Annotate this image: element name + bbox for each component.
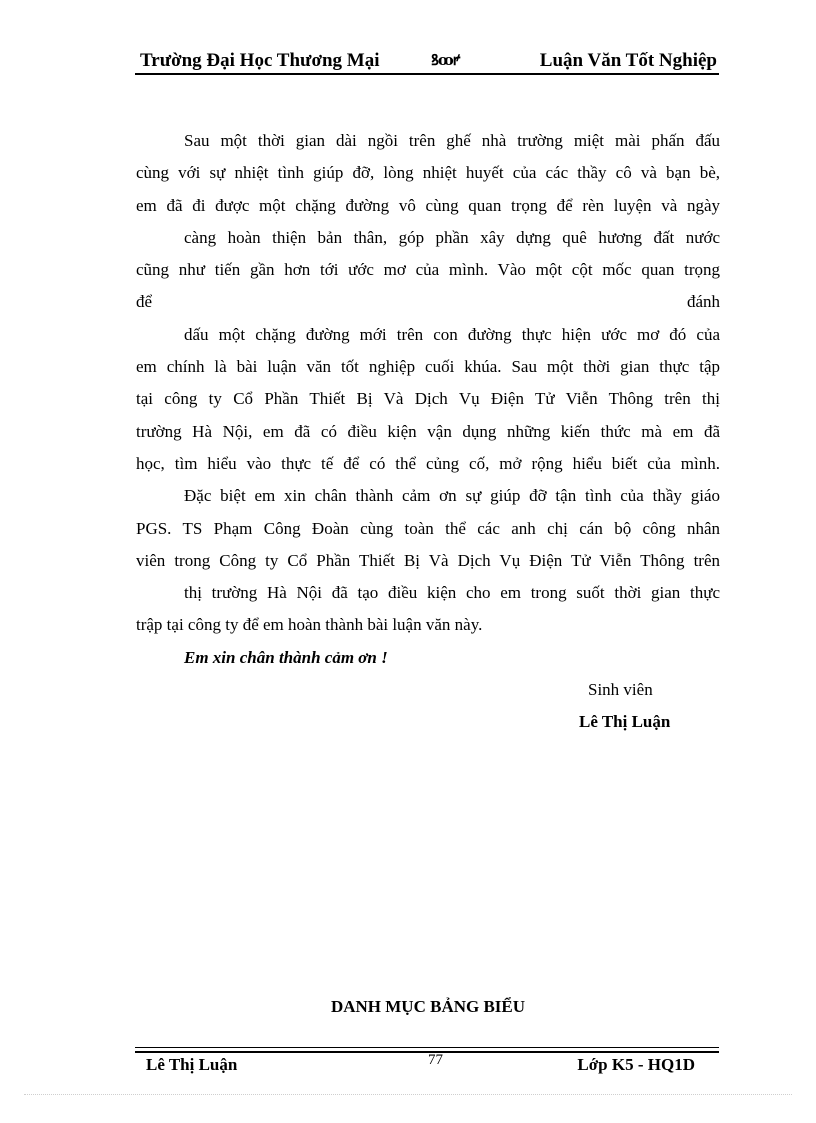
- page-edge-divider: [24, 1094, 792, 1095]
- page-number: 77: [428, 1052, 443, 1068]
- footer-author: Lê Thị Luận: [146, 1055, 238, 1074]
- acknowledgement-text: [136, 125, 720, 739]
- split-left-word: để: [136, 292, 153, 312]
- body-line: em đã đi được một chặng đường vô cùng quan trọng để rèn luyện và ngày: [136, 195, 720, 215]
- footer-class: Lớp K5 - HQ1D: [577, 1055, 695, 1074]
- body-line-split: [136, 286, 720, 318]
- body-line: thị trường Hà Nội đã tạo điều kiện cho em trong suốt thời gian thực: [184, 583, 720, 603]
- signature-name: Lê Thị Luận: [579, 712, 671, 732]
- body-line: em chính là bài luận văn tốt nghiệp cuối khúa. Sau một thời gian thực tập: [136, 357, 720, 377]
- body-line: học, tìm hiểu vào thực tế để có thể củng cố, mở rộng hiểu biết của mình.: [136, 453, 720, 473]
- body-line: càng hoàn thiện bản thân, góp phần xây dựng quê hương đất nước: [184, 227, 720, 247]
- footer-rule-thin: [135, 1047, 719, 1048]
- body-line: Sau một thời gian dài ngồi trên ghế nhà trường miệt mài phấn đấu: [184, 131, 720, 150]
- body-line: cũng như tiến gần hơn tới ước mơ của mình. Vào một cột mốc quan trọng: [136, 260, 720, 280]
- closing-thanks: Em xin chân thành cảm ơn !: [184, 647, 388, 667]
- body-line: cùng với sự nhiệt tình giúp đỡ, lòng nhiệt huyết của các thầy cô và bạn bè,: [136, 163, 720, 183]
- split-right-word: đánh: [686, 292, 720, 312]
- header-ornament: ꝸꝏꝵ: [431, 53, 460, 69]
- body-line: viên trong Công ty Cổ Phần Thiết Bị Và Dịch Vụ Điện Tử Viễn Thông trên: [136, 550, 720, 570]
- signature-role: Sinh viên: [588, 680, 653, 700]
- body-line: tại công ty Cổ Phần Thiết Bị Và Dịch Vụ Điện Tử Viễn Thông trên thị: [136, 389, 720, 409]
- body-line: PGS. TS Phạm Công Đoàn cùng toàn thể các anh chị cán bộ công nhân: [136, 518, 720, 538]
- header-rule: [135, 73, 719, 75]
- footer-rule-thick: [135, 1051, 719, 1053]
- header-thesis-label: Luận Văn Tốt Nghiệp: [539, 50, 717, 71]
- body-line: trập tại công ty để em hoàn thành bài luận văn này.: [136, 615, 483, 635]
- section-title: DANH MỤC BẢNG BIỂU: [330, 997, 526, 1016]
- header-school: Trường Đại Học Thương Mại: [140, 50, 380, 71]
- body-line: Đặc biệt em xin chân thành cảm ơn sự giúp đỡ tận tình của thầy giáo: [184, 486, 720, 506]
- page-header: [135, 46, 719, 72]
- body-line: trường Hà Nội, em đã có điều kiện vận dụng những kiến thức mà em đã: [136, 421, 720, 441]
- body-line: dấu một chặng đường mới trên con đường thực hiện ước mơ đó của: [184, 324, 720, 344]
